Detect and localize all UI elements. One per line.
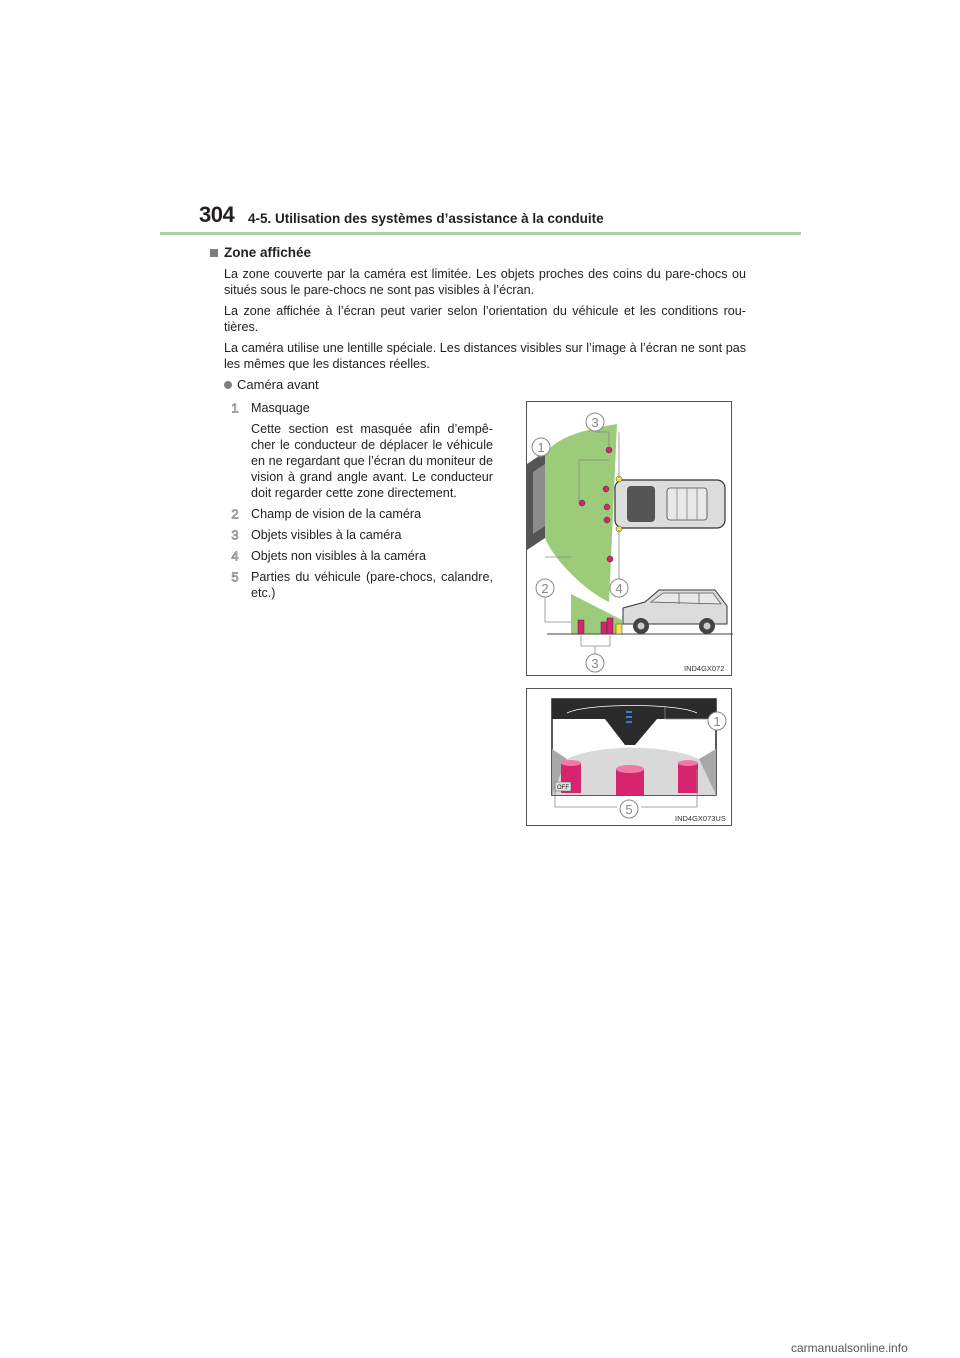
hidden-object-side bbox=[616, 624, 622, 634]
page-number: 304 bbox=[199, 202, 235, 227]
callout-5 bbox=[620, 800, 638, 818]
car-side-view bbox=[623, 590, 727, 634]
visible-object-side bbox=[607, 618, 613, 634]
paragraph-coverage: La zone couverte par la caméra est limitée. Les objets proches des coins du pare-chocs ou situés sous le pare-chocs ne sont pas visibles à l’écran. bbox=[224, 267, 746, 297]
paragraph-lens: La caméra utilise une lentille spéciale. Les distances visibles sur l’image à l’écran ne sont pas les mêmes que les distances réelles. bbox=[224, 341, 746, 371]
square-bullet-icon bbox=[210, 249, 218, 257]
legend-item-masking bbox=[228, 400, 508, 510]
figure-monitor-view bbox=[526, 688, 732, 826]
svg-text:5: 5 bbox=[625, 802, 633, 817]
legend-item-hidden-objects bbox=[228, 548, 508, 566]
sub-heading bbox=[224, 377, 319, 392]
section-heading bbox=[210, 245, 311, 260]
round-bullet-icon bbox=[224, 381, 232, 389]
sub-heading-text: Caméra avant bbox=[237, 377, 319, 392]
svg-text:2: 2 bbox=[231, 506, 239, 522]
visible-object-dot bbox=[604, 517, 610, 523]
svg-text:2: 2 bbox=[541, 581, 549, 596]
legend-item-field-of-view bbox=[228, 506, 508, 524]
visible-object-right bbox=[678, 760, 698, 793]
svg-text:4: 4 bbox=[615, 581, 623, 596]
callout-4 bbox=[610, 579, 628, 597]
callout-1 bbox=[532, 438, 550, 456]
number-2-icon bbox=[228, 506, 242, 522]
paragraph-orientation: La zone affichée à l’écran peut varier selon l’orientation du véhicule et les conditions rou-tières. bbox=[224, 304, 746, 334]
svg-text:5: 5 bbox=[231, 569, 239, 585]
legend-description: Cette section est masquée afin d’empê-cher le conducteur de déplacer le véhicule en ne regardant que l’écran du moniteur de vision à grand angle avant. Le conducteur doit regarder cette zone directement. bbox=[251, 422, 493, 500]
visible-object-side bbox=[578, 620, 584, 634]
masking-zone-inner bbox=[533, 464, 545, 534]
callout-3-top bbox=[586, 413, 604, 431]
legend-label: Objets non visibles à la caméra bbox=[251, 549, 426, 563]
figure-camera-coverage bbox=[526, 401, 732, 676]
number-1-icon bbox=[228, 400, 242, 416]
section-heading-text: Zone affichée bbox=[224, 245, 312, 260]
legend-label: Objets visibles à la caméra bbox=[251, 528, 402, 542]
chapter-title: 4-5. Utilisation des systèmes d’assistance à la conduite bbox=[248, 211, 604, 226]
svg-text:3: 3 bbox=[231, 527, 239, 543]
visible-object-dot bbox=[604, 504, 610, 510]
svg-text:3: 3 bbox=[591, 415, 599, 430]
monitor-diagram bbox=[527, 689, 733, 827]
svg-text:3: 3 bbox=[591, 656, 599, 671]
car-top-view bbox=[615, 480, 725, 528]
legend-item-vehicle-parts bbox=[228, 569, 508, 605]
visible-object-dot bbox=[603, 486, 609, 492]
callout-3-bottom bbox=[586, 654, 604, 672]
legend-label: Masquage bbox=[251, 401, 310, 415]
watermark: carmanualsonline.info bbox=[791, 1341, 908, 1355]
legend-label: Champ de vision de la caméra bbox=[251, 507, 422, 521]
svg-text:1: 1 bbox=[537, 440, 545, 455]
callout-2 bbox=[536, 579, 554, 597]
svg-text:4: 4 bbox=[231, 548, 239, 564]
callout-1 bbox=[708, 712, 726, 730]
legend-item-visible-objects bbox=[228, 527, 508, 545]
svg-text:1: 1 bbox=[713, 714, 721, 729]
header-rule bbox=[160, 232, 801, 235]
number-5-icon bbox=[228, 569, 242, 585]
visible-object-dot bbox=[607, 556, 613, 562]
screen-off-label: OFF bbox=[557, 785, 569, 791]
number-4-icon bbox=[228, 548, 242, 564]
coverage-diagram bbox=[527, 402, 733, 677]
figure-code: IND4GX073US bbox=[675, 814, 726, 823]
visible-object-center bbox=[616, 765, 644, 795]
visible-object-side bbox=[601, 622, 607, 634]
figure-code: IND4GX072 bbox=[684, 664, 725, 673]
number-3-icon bbox=[228, 527, 242, 543]
visible-object-dot bbox=[579, 500, 585, 506]
svg-text:1: 1 bbox=[231, 400, 239, 416]
legend-label: Parties du véhicule (pare-chocs, calandre, etc.) bbox=[251, 570, 493, 600]
